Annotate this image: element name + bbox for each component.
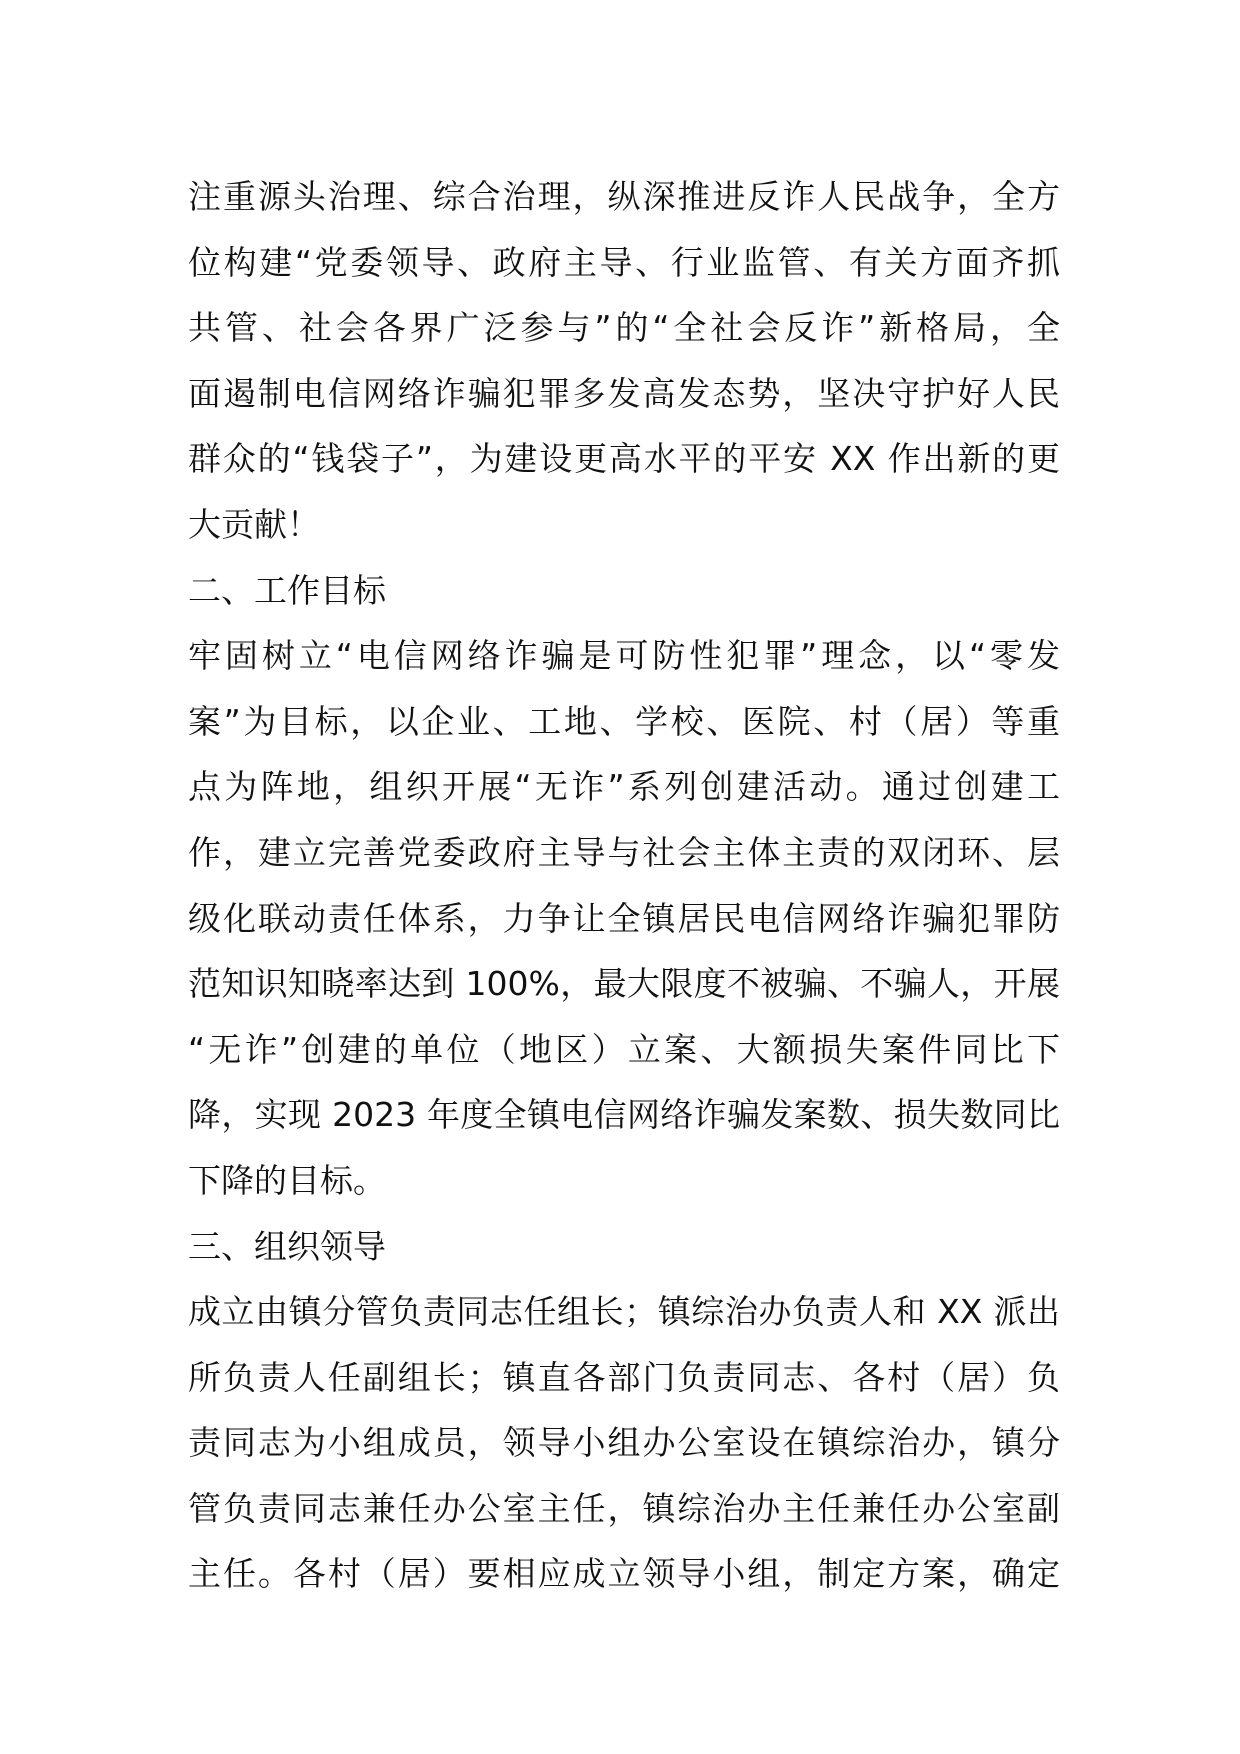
text-line: 牢固树立“电信网络诈骗是可防性犯罪”理念，以“零发 <box>188 636 1060 676</box>
text-line: 管负责同志兼任办公室主任，镇综治办主任兼任办公室副 <box>188 1488 1060 1528</box>
text-line: 级化联动责任体系，力争让全镇居民电信网络诈骗犯罪防 <box>188 898 1060 938</box>
text-line: 成立由镇分管负责同志任组长；镇综治办负责人和 XX 派出 <box>188 1292 1060 1332</box>
text-line: 共管、社会各界广泛参与”的“全社会反诈”新格局，全 <box>188 308 1060 348</box>
text-line: 案”为目标，以企业、工地、学校、医院、村（居）等重 <box>188 701 1060 741</box>
section-heading: 二、工作目标 <box>188 570 386 610</box>
document-body <box>188 164 1060 1607</box>
text-line: 点为阵地，组织开展“无诈”系列创建活动。通过创建工 <box>188 767 1060 807</box>
text-line: “无诈”创建的单位（地区）立案、大额损失案件同比下 <box>188 1029 1060 1069</box>
text-line: 群众的“钱袋子”，为建设更高水平的平安 XX 作出新的更 <box>188 439 1060 479</box>
section-heading: 三、组织领导 <box>188 1226 386 1266</box>
text-line: 位构建“党委领导、政府主导、行业监管、有关方面齐抓 <box>188 242 1060 282</box>
text-line: 范知识知晓率达到 100%，最大限度不被骗、不骗人，开展 <box>188 964 1060 1004</box>
text-line: 面遏制电信网络诈骗犯罪多发高发态势，坚决守护好人民 <box>188 373 1060 413</box>
text-line: 主任。各村（居）要相应成立领导小组，制定方案，确定 <box>188 1554 1060 1594</box>
text-line: 降，实现 2023 年度全镇电信网络诈骗发案数、损失数同比 <box>188 1095 1060 1135</box>
text-line: 大贡献！ <box>188 504 320 544</box>
text-line: 注重源头治理、综合治理，纵深推进反诈人民战争，全方 <box>188 177 1060 216</box>
text-line: 下降的目标。 <box>188 1160 386 1200</box>
text-line: 责同志为小组成员，领导小组办公室设在镇综治办，镇分 <box>188 1423 1060 1463</box>
text-line: 所负责人任副组长；镇直各部门负责同志、各村（居）负 <box>188 1357 1060 1397</box>
text-line: 作，建立完善党委政府主导与社会主体主责的双闭环、层 <box>188 832 1060 872</box>
